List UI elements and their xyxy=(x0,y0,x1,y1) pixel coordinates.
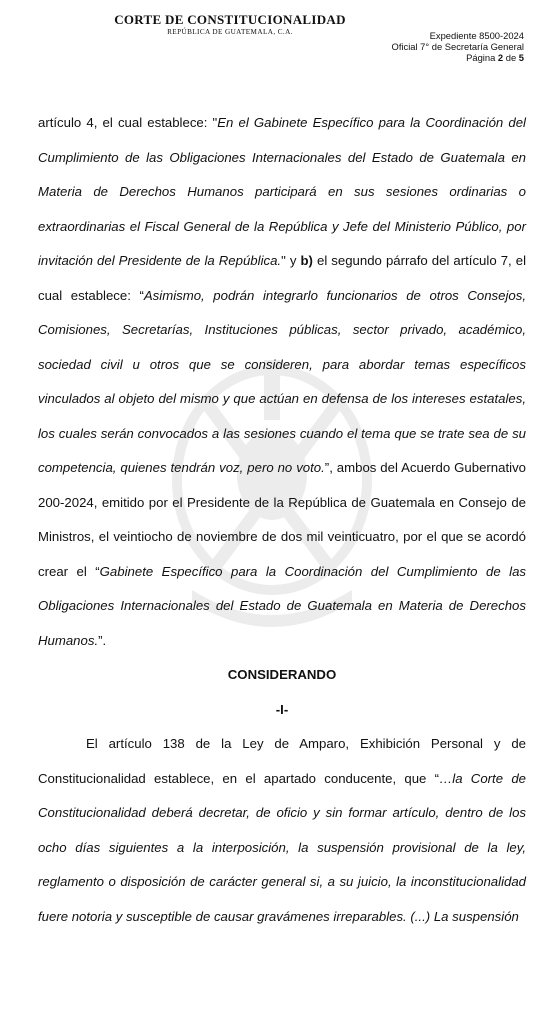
section-heading: CONSIDERANDO xyxy=(227,667,337,682)
section-number: -I- xyxy=(275,701,289,717)
document-body xyxy=(38,106,526,934)
court-name: CORTE DE CONSTITUCIONALIDAD xyxy=(114,12,346,27)
letterhead xyxy=(60,12,400,37)
paragraph-articulo-4: artículo 4, el cual establece: "En el Gabinete Específico para la Coordinación del Cumplimiento de las Obligaciones Internacionales del Estado de Guatemala en Materia de Derechos Humanos participará en sus sesiones ordinarias o extraordinarias el Fiscal General de la República y Jefe del Ministerio Público, por invitación del Presidente de la República." y b) el segundo párrafo del artículo 7, el cual establece: “Asimismo, podrán integrarlo funcionarios de otros Consejos, Comisiones, Secretarías, Instituciones públicas, sector privado, académico, sociedad civil u otros que se consideren, para abordar temas específicos vinculados al objeto del mismo y que actúan en defensa de los intereses estatales, los cuales serán convocados a las sesiones cuando el tema que se trate sea de su competencia, quienes tendrán voz, pero no voto.”, ambos del Acuerdo Gubernativo 200-2024, emitido por el Presidente de la República de Guatemala en Consejo de Ministros, el veintiocho de noviembre de dos mil veinticuatro, por el que se acordó crear el “Gabinete Específico para la Coordinación del Cumplimiento de las Obligaciones Internacionales del Estado de Guatemala en Materia de Derechos Humanos.”. xyxy=(38,115,527,648)
page-current: 2 xyxy=(497,52,504,63)
court-subtitle: REPÚBLICA DE GUATEMALA, C.A. xyxy=(167,28,293,36)
list-marker-b: b) xyxy=(300,253,313,268)
page-indicator: Página 2 de 5 xyxy=(466,52,524,63)
quote-gabinete-name: Gabinete Específico para la Coordinación del Cumplimiento de las Obligaciones Internacionales del Estado de Guatemala en Materia de Derechos Humanos. xyxy=(38,563,526,648)
page-total: 5 xyxy=(518,52,524,63)
quote-articulo-4: En el Gabinete Específico para la Coordinación del Cumplimiento de las Obligaciones Internacionales del Estado de Guatemala en Materia de Derechos Humanos participará en sus sesiones ordinarias o extraordinarias el Fiscal General de la República y Jefe del Ministerio Público, por invitación del Presidente de la República. xyxy=(38,115,526,268)
quote-articulo-138: …la Corte de Constitucionalidad deberá decretar, de oficio y sin formar artículo, dentro de los ocho días siguientes a la interposición, la suspensión provisional de la ley, reglamento o disposición de carácter general si, a su juicio, la inconstitucionalidad fuere notoria y susceptible de causar gravámenes irreparables. (...) La suspensión xyxy=(38,770,526,924)
quote-articulo-7: Asimismo, podrán integrarlo funcionarios de otros Consejos, Comisiones, Secretarías, Instituciones públicas, sector privado, académico, sociedad civil u otros que se consideren, para abordar temas específicos vinculados al objeto del mismo y que actúan en defensa de los intereses estatales, los cuales serán convocados a las sesiones cuando el tema que se trate sea de su competencia, quienes tendrán voz, pero no voto. xyxy=(38,287,527,475)
document-reference xyxy=(392,30,524,63)
paragraph-articulo-138: El artículo 138 de la Ley de Amparo, Exhibición Personal y de Constitucionalidad establece, en el apartado conducente, que “…la Corte de Constitucionalidad deberá decretar, de oficio y sin formar artículo, dentro de los ocho días siguientes a la interposición, la suspensión provisional de la ley, reglamento o disposición de carácter general si, a su juicio, la inconstitucionalidad fuere notoria y susceptible de causar gravámenes irreparables. (...) La suspensión xyxy=(38,736,526,924)
expediente-number: Expediente 8500-2024 xyxy=(429,30,524,41)
oficial-label: Oficial 7° de Secretaría General xyxy=(391,41,524,52)
